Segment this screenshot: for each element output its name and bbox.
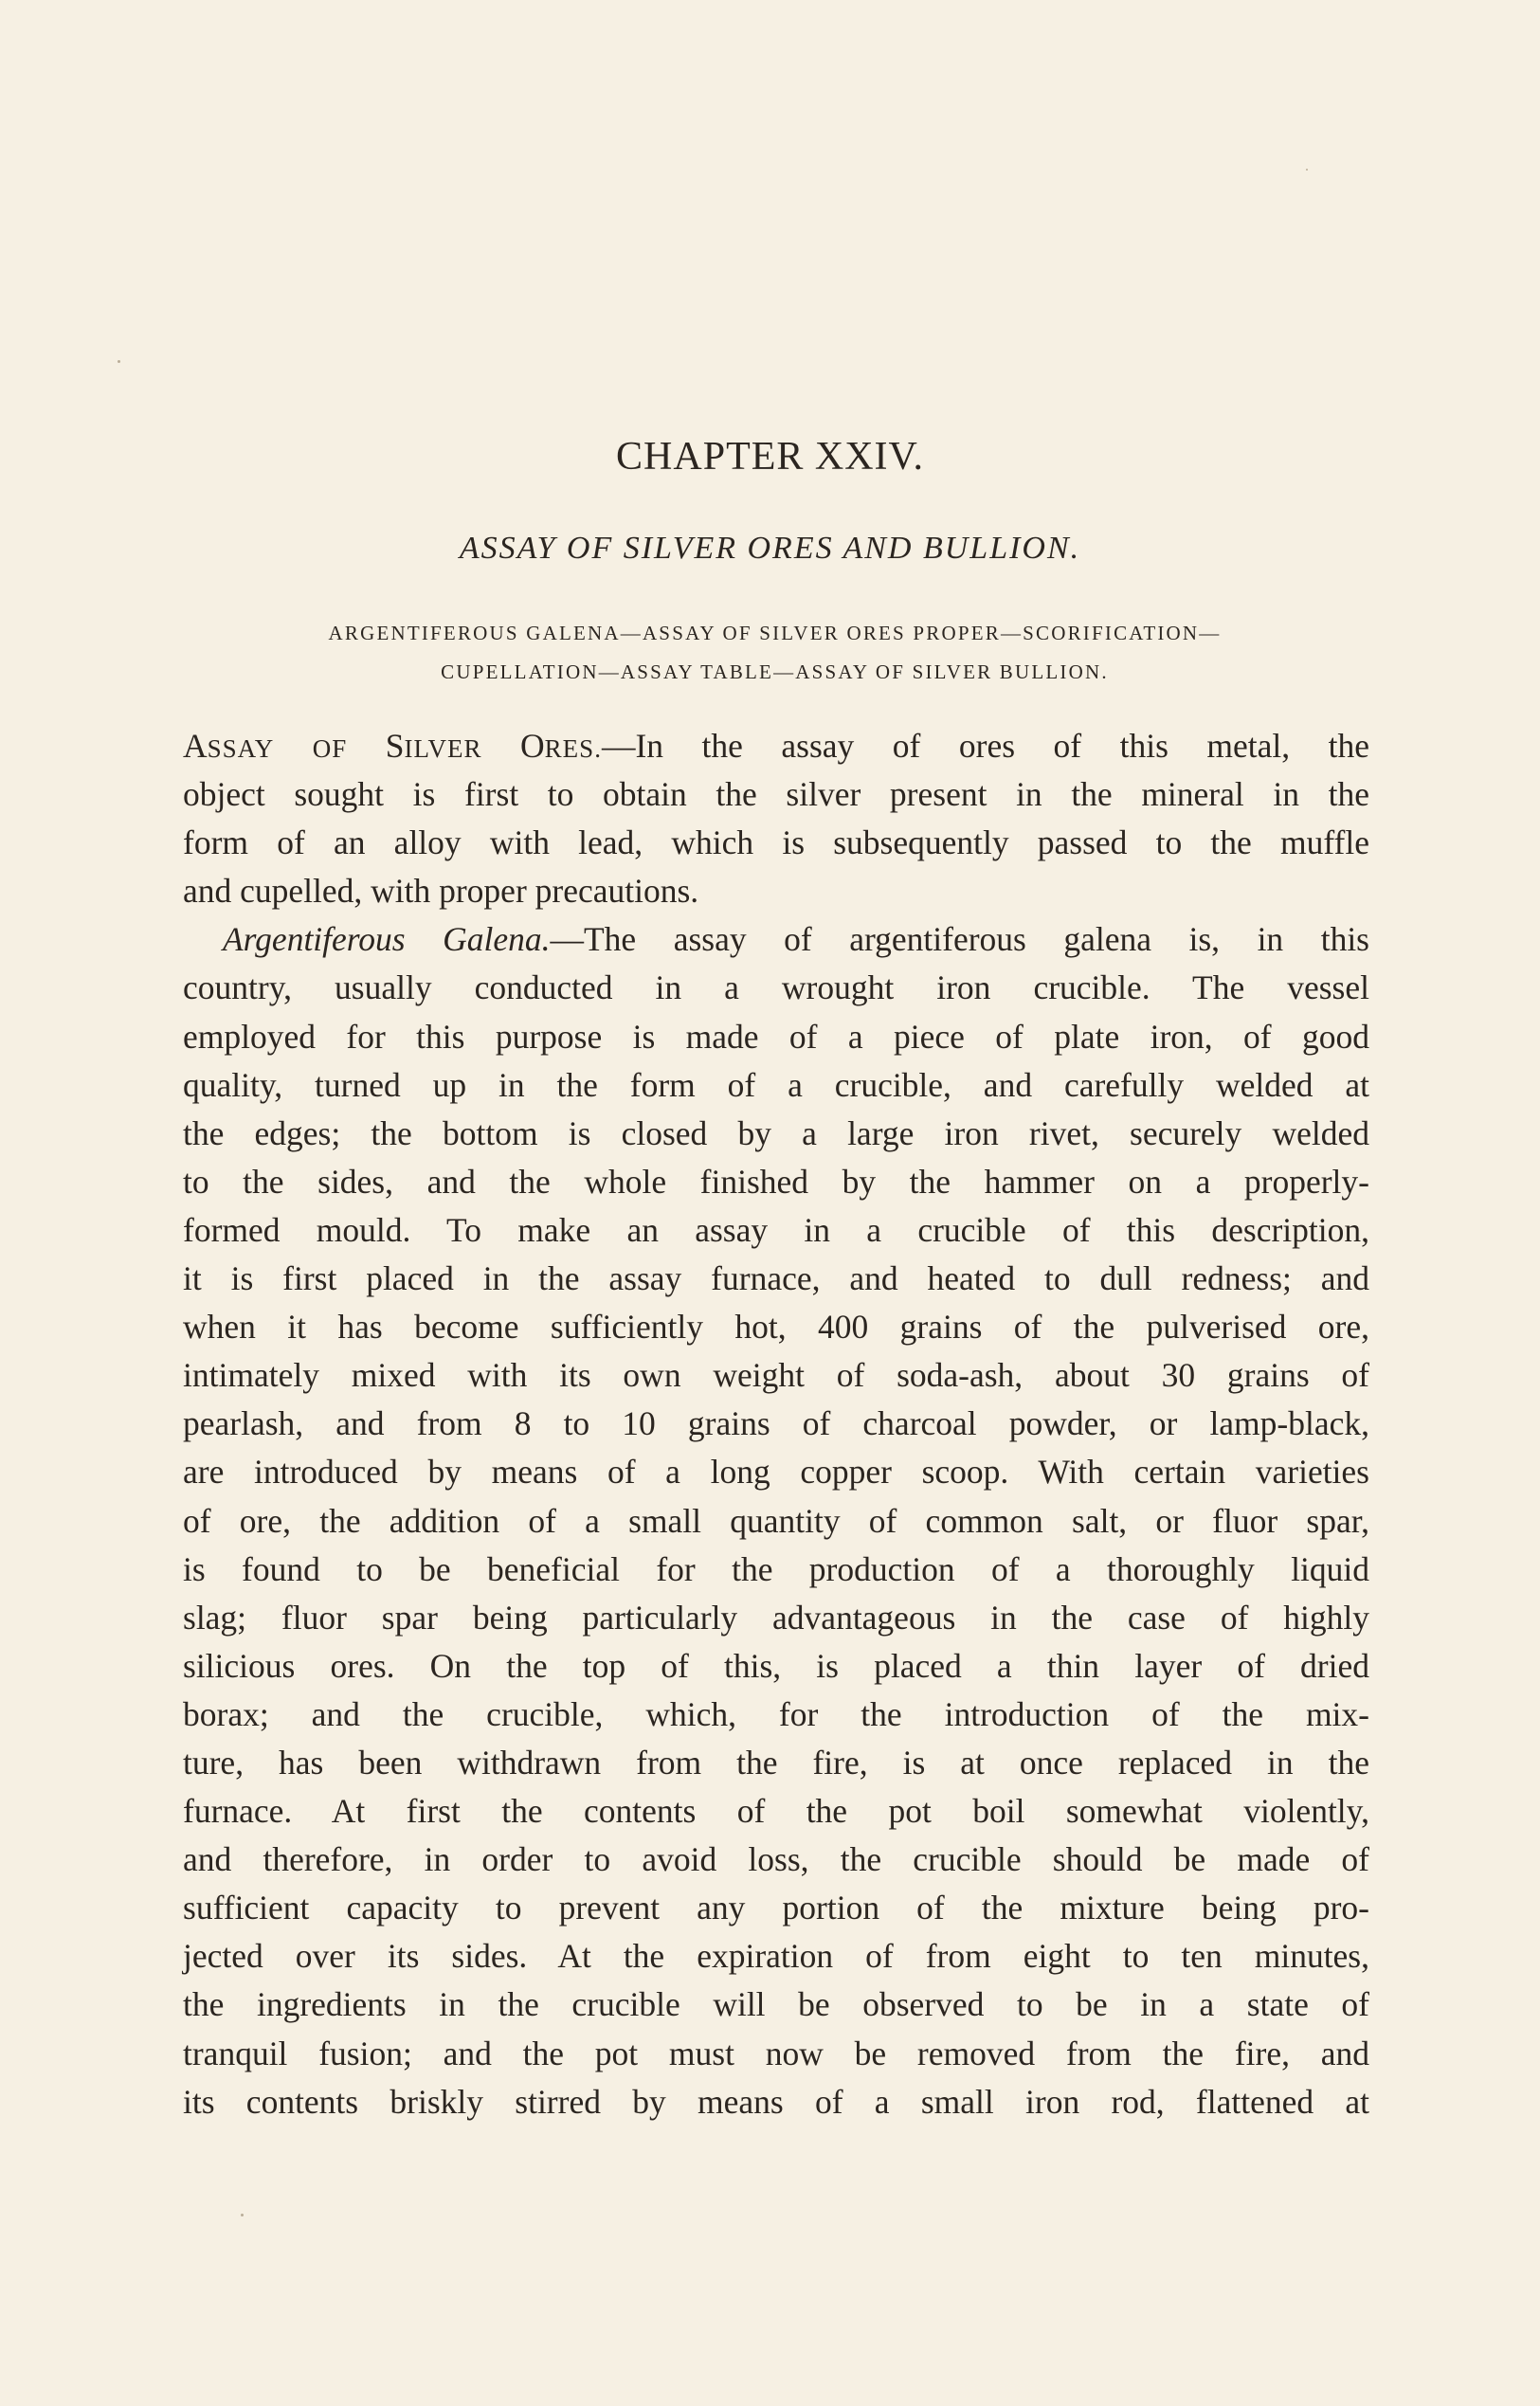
small-caps-letter: O xyxy=(520,727,545,765)
text-line: country, usually conducted in a wrought iron crucible. The vessel xyxy=(183,968,1369,1007)
paper-speck xyxy=(1306,169,1308,171)
text-line: intimately mixed with its own weight of soda-ash, about 30 grains of xyxy=(183,1356,1369,1395)
text-line: its contents briskly stirred by means of a small iron rod, flattened at xyxy=(183,2082,1369,2121)
small-caps-letter: A xyxy=(183,727,208,765)
text-line: form of an alloy with lead, which is subsequently passed to the muffle xyxy=(183,823,1369,862)
text-line: the edges; the bottom is closed by a large iron rivet, securely welded xyxy=(183,1113,1369,1152)
body-text xyxy=(183,722,1369,2126)
text-line: formed mould. To make an assay in a crucible of this description, xyxy=(183,1210,1369,1249)
text-line: of ore, the addition of a small quantity of common salt, or fluor spar, xyxy=(183,1501,1369,1540)
text-line: are introduced by means of a long copper scoop. With certain varieties xyxy=(183,1453,1369,1492)
text-line: employed for this purpose is made of a piece of plate iron, of good xyxy=(183,1017,1369,1056)
paragraph-1-first-line xyxy=(183,722,1369,770)
paper-speck xyxy=(241,2214,244,2216)
small-caps-letter: S xyxy=(385,727,405,765)
text-line: jected over its sides. At the expiration of from eight to ten minutes, xyxy=(183,1937,1369,1976)
chapter-subtitle: ASSAY OF SILVER ORES AND BULLION. xyxy=(459,531,1081,566)
text-line: slag; fluor spar being particularly advantageous in the case of highly xyxy=(183,1598,1369,1637)
text-line: to the sides, and the whole finished by the hammer on a properly- xyxy=(183,1162,1369,1201)
paragraph-2-first-line xyxy=(183,915,1369,964)
chapter-title: CHAPTER XXIV. xyxy=(616,435,924,479)
text-line: quality, turned up in the form of a crucible, and carefully welded at xyxy=(183,1065,1369,1104)
text-line: borax; and the crucible, which, for the introduction of the mix- xyxy=(183,1694,1369,1733)
small-caps-text: RES. xyxy=(544,734,602,763)
text-line: it is first placed in the assay furnace, and heated to dull redness; and xyxy=(183,1259,1369,1298)
text-line: object sought is first to obtain the silver present in the mineral in the xyxy=(183,775,1369,814)
text-line: ture, has been withdrawn from the fire, is at once replaced in the xyxy=(183,1743,1369,1782)
text-line: tranquil fusion; and the pot must now be removed from the fire, and xyxy=(183,2034,1369,2072)
text-line: silicious ores. On the top of this, is placed a thin layer of dried xyxy=(183,1646,1369,1685)
small-caps-text: SSAY xyxy=(207,734,275,763)
chapter-synopsis xyxy=(180,614,1369,692)
paragraph-1-lead-text: —In the assay of ores of this metal, the xyxy=(601,727,1370,765)
text-line: when it has become sufficiently hot, 400 grains of the pulverised ore, xyxy=(183,1308,1369,1347)
paragraph-2-lead-text: —The assay of argentiferous galena is, in this xyxy=(550,920,1369,959)
text-line: pearlash, and from 8 to 10 grains of charcoal powder, or lamp-black, xyxy=(183,1404,1369,1443)
small-caps-text: OF xyxy=(312,734,348,763)
small-caps-text: ILVER xyxy=(404,734,482,763)
text-line: the ingredients in the crucible will be observed to be in a state of xyxy=(183,1985,1369,2024)
synopsis-line: ARGENTIFEROUS GALENA—ASSAY OF SILVER ORES PROPER—SCORIFICATION— xyxy=(328,622,1222,644)
synopsis-line: CUPELLATION—ASSAY TABLE—ASSAY OF SILVER BULLION. xyxy=(441,660,1109,683)
paper-speck xyxy=(118,360,120,363)
text-line: and therefore, in order to avoid loss, the crucible should be made of xyxy=(183,1840,1369,1879)
text-line: and cupelled, with proper precautions. xyxy=(183,872,699,911)
text-line: furnace. At first the contents of the pot boil somewhat violently, xyxy=(183,1792,1369,1831)
text-line: is found to be beneficial for the production of a thoroughly liquid xyxy=(183,1549,1369,1588)
text-line: sufficient capacity to prevent any portion of the mixture being pro- xyxy=(183,1889,1369,1927)
italic-lead: Argentiferous Galena. xyxy=(223,920,551,959)
